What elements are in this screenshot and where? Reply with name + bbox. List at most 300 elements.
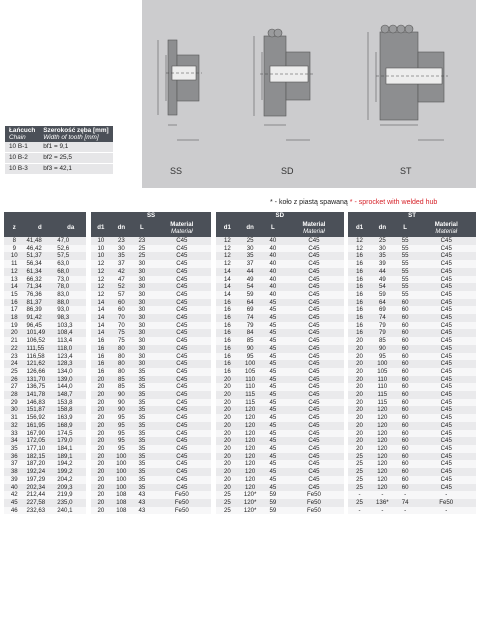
table-cell: 20 [348, 345, 371, 353]
table-cell: 30 [132, 291, 153, 299]
table-cell: 131,70 [25, 376, 56, 384]
table-cell: 15 [4, 291, 25, 299]
table-cell: 120 [371, 476, 394, 484]
table-cell: 14 [4, 283, 25, 291]
table-cell: 88,0 [55, 299, 86, 307]
table-cell: 25 [348, 484, 371, 492]
table-cell: 45 [262, 322, 285, 330]
table-cell: 60 [394, 383, 417, 391]
table-cell: 20 [91, 507, 112, 515]
table-cell: 12 [91, 283, 112, 291]
table-cell: 30 [132, 360, 153, 368]
table-cell: C45 [284, 337, 343, 345]
table-cell: 52 [111, 283, 132, 291]
col-ss-l: L [132, 220, 153, 237]
table-cell: 100 [111, 468, 132, 476]
table-row [4, 437, 476, 445]
table-cell: 32 [4, 422, 25, 430]
table-cell: 21 [4, 337, 25, 345]
table-cell: 20 [91, 484, 112, 492]
table-cell: 30 [111, 245, 132, 253]
table-cell: 120 [371, 430, 394, 438]
table-cell: 16 [216, 353, 239, 361]
table-cell: C45 [417, 368, 477, 376]
table-cell: 20 [91, 414, 112, 422]
table-cell: C45 [417, 476, 477, 484]
table-cell: 64 [371, 299, 394, 307]
table-cell: 91,42 [25, 314, 56, 322]
table-row [4, 484, 476, 492]
table-cell: C45 [152, 422, 211, 430]
table-cell: 20 [348, 360, 371, 368]
table-cell: 25 [4, 368, 25, 376]
table-cell: 49 [371, 276, 394, 284]
table-cell: 139,0 [55, 376, 86, 384]
table-cell: 60 [394, 306, 417, 314]
table-cell: C45 [284, 453, 343, 461]
table-cell: 120 [371, 422, 394, 430]
table-cell: 30 [132, 276, 153, 284]
table-cell: 39 [4, 476, 25, 484]
table-cell: 45 [262, 437, 285, 445]
table-cell: 148,7 [55, 391, 86, 399]
table-cell: 20 [216, 422, 239, 430]
table-cell: C45 [417, 291, 477, 299]
table-row [4, 453, 476, 461]
table-cell: 35 [132, 376, 153, 384]
table-cell: 25 [132, 252, 153, 260]
table-cell: 23 [132, 237, 153, 245]
table-cell: 115 [239, 391, 262, 399]
table-cell: 100 [239, 360, 262, 368]
table-cell: 40 [262, 283, 285, 291]
table-row [4, 237, 476, 245]
group-sd: SD [216, 212, 344, 220]
table-cell: 12 [348, 245, 371, 253]
table-row [4, 406, 476, 414]
table-cell: 55 [394, 291, 417, 299]
table-cell: - [371, 507, 394, 515]
table-cell: 120 [239, 430, 262, 438]
table-cell: 35 [132, 399, 153, 407]
col-sd-l: L [262, 220, 285, 237]
table-row [4, 391, 476, 399]
table-cell: 19 [4, 322, 25, 330]
table-cell: C45 [417, 306, 477, 314]
table-cell: 45 [262, 445, 285, 453]
table-cell: 20 [216, 484, 239, 492]
table-cell: 120 [371, 484, 394, 492]
table-cell: 60 [394, 460, 417, 468]
table-cell: 59 [371, 291, 394, 299]
table-cell: C45 [284, 260, 343, 268]
table-cell: 60 [394, 437, 417, 445]
table-cell: 42 [111, 268, 132, 276]
table-cell: 37 [4, 460, 25, 468]
col-st-material: Material Materiał [417, 220, 477, 237]
table-cell: 23 [111, 237, 132, 245]
table-row [4, 360, 476, 368]
table-cell: 35 [132, 430, 153, 438]
table-cell: 103,3 [55, 322, 86, 330]
table-cell: 35 [111, 252, 132, 260]
table-cell: - [371, 491, 394, 499]
table-cell: C45 [284, 437, 343, 445]
table-row [4, 507, 476, 515]
table-cell: C45 [152, 383, 211, 391]
col-ss-dn: dn [111, 220, 132, 237]
table-cell: 16 [348, 314, 371, 322]
table-cell: 120* [239, 507, 262, 515]
table-cell: 20 [348, 391, 371, 399]
table-cell: 16 [348, 306, 371, 314]
table-cell: 16 [348, 252, 371, 260]
table-cell: 25 [348, 460, 371, 468]
footnote-en: * - sprocket with welded hub [349, 199, 438, 206]
table-cell: 136* [371, 499, 394, 507]
table-cell: 20 [216, 414, 239, 422]
chain-row: 10 B-2 bf2 = 25,5 [5, 153, 113, 164]
table-cell: 70 [111, 322, 132, 330]
table-cell: C45 [417, 445, 477, 453]
table-cell: 16 [348, 283, 371, 291]
table-cell: 240,1 [55, 507, 86, 515]
table-cell: 35 [132, 383, 153, 391]
table-cell: 120 [371, 414, 394, 422]
sprocket-diagrams [142, 0, 476, 188]
table-cell: 120 [239, 437, 262, 445]
table-cell: C45 [152, 453, 211, 461]
table-cell: 12 [91, 260, 112, 268]
table-cell: 59 [262, 491, 285, 499]
table-cell: 59 [239, 291, 262, 299]
table-cell: 45 [262, 406, 285, 414]
table-cell: 156,92 [25, 414, 56, 422]
type-label-ss: SS [170, 166, 183, 176]
table-cell: C45 [417, 437, 477, 445]
table-cell: 30 [132, 268, 153, 276]
table-cell: C45 [417, 245, 477, 253]
table-cell: 33 [4, 430, 25, 438]
table-cell: 20 [348, 422, 371, 430]
table-cell: 20 [91, 491, 112, 499]
table-cell: 60 [394, 476, 417, 484]
table-cell: 85 [371, 337, 394, 345]
table-cell: 45 [262, 376, 285, 384]
table-cell: 20 [348, 406, 371, 414]
table-cell: C45 [284, 306, 343, 314]
table-cell: 20 [348, 337, 371, 345]
table-cell: Fe50 [152, 499, 211, 507]
table-row [4, 299, 476, 307]
table-cell: C45 [152, 237, 211, 245]
table-cell: 14 [91, 329, 112, 337]
table-cell: 60 [394, 337, 417, 345]
table-cell: 55 [394, 245, 417, 253]
table-cell: C45 [152, 306, 211, 314]
table-cell: 134,0 [55, 368, 86, 376]
table-cell: 60 [394, 414, 417, 422]
table-cell: 60 [394, 360, 417, 368]
table-cell: 20 [91, 406, 112, 414]
table-cell: 16 [216, 345, 239, 353]
table-cell: 184,1 [55, 445, 86, 453]
table-cell: 16 [348, 268, 371, 276]
table-cell: 60 [394, 299, 417, 307]
table-cell: C45 [152, 445, 211, 453]
table-cell: 14 [216, 291, 239, 299]
table-row [4, 476, 476, 484]
table-cell: 69 [371, 306, 394, 314]
table-cell: C45 [284, 368, 343, 376]
table-cell: 81,37 [25, 299, 56, 307]
table-cell: 54 [371, 283, 394, 291]
table-cell: 98,3 [55, 314, 86, 322]
table-cell: 61,34 [25, 268, 56, 276]
table-cell: 75 [111, 337, 132, 345]
table-cell: 16 [216, 314, 239, 322]
table-cell: 95 [111, 445, 132, 453]
table-cell: 20 [91, 460, 112, 468]
table-row [4, 353, 476, 361]
table-cell: 90 [371, 345, 394, 353]
table-cell: 12 [216, 237, 239, 245]
table-cell: 60 [394, 329, 417, 337]
table-cell: 25 [348, 468, 371, 476]
table-cell: 10 [91, 252, 112, 260]
table-cell: 39 [371, 260, 394, 268]
table-cell: 121,62 [25, 360, 56, 368]
table-cell: C45 [417, 237, 477, 245]
table-cell: 12 [348, 237, 371, 245]
table-cell: C45 [284, 383, 343, 391]
table-cell: C45 [284, 268, 343, 276]
table-cell: C45 [417, 314, 477, 322]
table-cell: 120 [239, 414, 262, 422]
table-cell: 40 [262, 276, 285, 284]
table-cell: 60 [394, 399, 417, 407]
table-cell: 16 [216, 299, 239, 307]
table-cell: 45 [262, 314, 285, 322]
table-cell: 80 [111, 353, 132, 361]
table-row [4, 252, 476, 260]
table-cell: 25 [216, 507, 239, 515]
table-cell: 30 [132, 329, 153, 337]
table-row [4, 422, 476, 430]
table-cell: 120 [371, 468, 394, 476]
table-cell: 37 [111, 260, 132, 268]
table-cell: 38 [4, 468, 25, 476]
table-cell: 47,0 [55, 237, 86, 245]
table-cell: 100 [371, 360, 394, 368]
table-cell: C45 [417, 360, 477, 368]
col-d: d [25, 220, 56, 237]
col-st-d1: d1 [348, 220, 371, 237]
table-cell: 20 [348, 376, 371, 384]
table-cell: 14 [91, 306, 112, 314]
table-cell: 45 [262, 383, 285, 391]
table-cell: 40 [262, 252, 285, 260]
table-cell: 227,58 [25, 499, 56, 507]
table-cell: 35 [132, 484, 153, 492]
table-cell: 45 [262, 476, 285, 484]
table-cell: 128,3 [55, 360, 86, 368]
table-cell: C45 [152, 291, 211, 299]
table-cell: 14 [216, 283, 239, 291]
col-ss-material: Material Materiał [152, 220, 211, 237]
table-cell: C45 [284, 391, 343, 399]
table-cell: 212,44 [25, 491, 56, 499]
table-cell: 108 [111, 499, 132, 507]
table-cell: 93,0 [55, 306, 86, 314]
table-cell: 115 [371, 399, 394, 407]
col-st-l: L [394, 220, 417, 237]
table-cell: 45 [262, 345, 285, 353]
table-cell: 16 [216, 337, 239, 345]
table-cell: 64 [239, 299, 262, 307]
table-cell: 95 [239, 353, 262, 361]
table-cell: C45 [152, 399, 211, 407]
table-cell: 20 [91, 376, 112, 384]
table-cell: 199,2 [55, 468, 86, 476]
table-cell: 90 [111, 399, 132, 407]
table-row [4, 491, 476, 499]
table-cell: 60 [394, 322, 417, 330]
table-cell: 16 [216, 368, 239, 376]
table-cell: 52,6 [55, 245, 86, 253]
table-cell: 63,0 [55, 260, 86, 268]
table-cell: C45 [417, 422, 477, 430]
table-cell: 30 [132, 322, 153, 330]
table-cell: 30 [132, 299, 153, 307]
table-cell: Fe50 [152, 491, 211, 499]
table-row [4, 314, 476, 322]
table-cell: C45 [284, 430, 343, 438]
table-cell: 35 [371, 252, 394, 260]
table-cell: C45 [284, 252, 343, 260]
col-sd-d1: d1 [216, 220, 239, 237]
table-cell: Fe50 [284, 491, 343, 499]
table-cell: C45 [284, 322, 343, 330]
table-row [4, 345, 476, 353]
table-cell: 20 [216, 460, 239, 468]
table-cell: C45 [417, 252, 477, 260]
table-cell: 11 [4, 260, 25, 268]
table-cell: 120 [371, 437, 394, 445]
table-cell: 20 [91, 399, 112, 407]
table-cell: C45 [152, 260, 211, 268]
chain-row: 10 B-1 bf1 = 9,1 [5, 142, 113, 153]
table-cell: 86,39 [25, 306, 56, 314]
table-cell: Fe50 [417, 499, 477, 507]
table-cell: 16 [91, 345, 112, 353]
table-cell: 26 [4, 376, 25, 384]
table-cell: 100 [111, 460, 132, 468]
table-cell: 45 [262, 453, 285, 461]
table-cell: 56,34 [25, 260, 56, 268]
col-sd-material: Material Materiał [284, 220, 343, 237]
table-cell: C45 [284, 476, 343, 484]
table-row [4, 283, 476, 291]
table-cell: 23 [4, 353, 25, 361]
table-cell: 30 [371, 245, 394, 253]
table-cell: 44 [371, 268, 394, 276]
table-cell: C45 [152, 322, 211, 330]
chain-header: Łańcuch Chain [5, 126, 39, 142]
table-row [4, 445, 476, 453]
table-cell: 20 [216, 468, 239, 476]
table-cell: 101,49 [25, 329, 56, 337]
group-ss: SS [91, 212, 212, 220]
table-cell: 219,9 [55, 491, 86, 499]
footnote-pl: * - koło z piastą spawaną [270, 199, 348, 206]
table-cell: 60 [394, 422, 417, 430]
table-row [4, 368, 476, 376]
table-cell: 110 [239, 383, 262, 391]
table-cell: 20 [91, 476, 112, 484]
table-cell: 17 [4, 306, 25, 314]
table-cell: 8 [4, 237, 25, 245]
table-cell: 146,83 [25, 399, 56, 407]
table-cell: C45 [417, 406, 477, 414]
type-label-sd: SD [281, 166, 294, 176]
table-cell: 16 [216, 329, 239, 337]
table-cell: 60 [394, 445, 417, 453]
table-cell: C45 [152, 476, 211, 484]
table-row [4, 460, 476, 468]
table-cell: C45 [284, 399, 343, 407]
table-cell: 60 [394, 391, 417, 399]
table-row [4, 306, 476, 314]
table-cell: 35 [132, 422, 153, 430]
table-cell: 16 [91, 337, 112, 345]
table-cell: 74 [394, 499, 417, 507]
table-cell: 30 [132, 306, 153, 314]
table-cell: 20 [216, 399, 239, 407]
table-cell: 73,0 [55, 276, 86, 284]
table-cell: 120 [239, 484, 262, 492]
table-cell: C45 [284, 329, 343, 337]
table-cell: 13 [4, 276, 25, 284]
table-cell: 40 [262, 291, 285, 299]
table-cell: 12 [91, 276, 112, 284]
table-cell: 80 [111, 360, 132, 368]
table-cell: C45 [417, 322, 477, 330]
table-cell: 25 [132, 245, 153, 253]
table-cell: 95 [111, 422, 132, 430]
table-cell: 204,2 [55, 476, 86, 484]
table-cell: 108 [111, 507, 132, 515]
table-cell: 108 [111, 491, 132, 499]
table-cell: C45 [284, 283, 343, 291]
table-cell: 71,34 [25, 283, 56, 291]
table-cell: 30 [132, 345, 153, 353]
table-cell: 20 [4, 329, 25, 337]
table-cell: 16 [216, 322, 239, 330]
table-cell: C45 [152, 337, 211, 345]
table-cell: 12 [216, 260, 239, 268]
table-cell: 35 [132, 445, 153, 453]
table-cell: 100 [111, 453, 132, 461]
table-cell: C45 [284, 406, 343, 414]
table-row [4, 260, 476, 268]
table-cell: 55 [394, 252, 417, 260]
table-cell: 16 [348, 322, 371, 330]
table-cell: 9 [4, 245, 25, 253]
table-cell: 18 [4, 314, 25, 322]
table-cell: 20 [348, 437, 371, 445]
table-cell: 37 [239, 260, 262, 268]
